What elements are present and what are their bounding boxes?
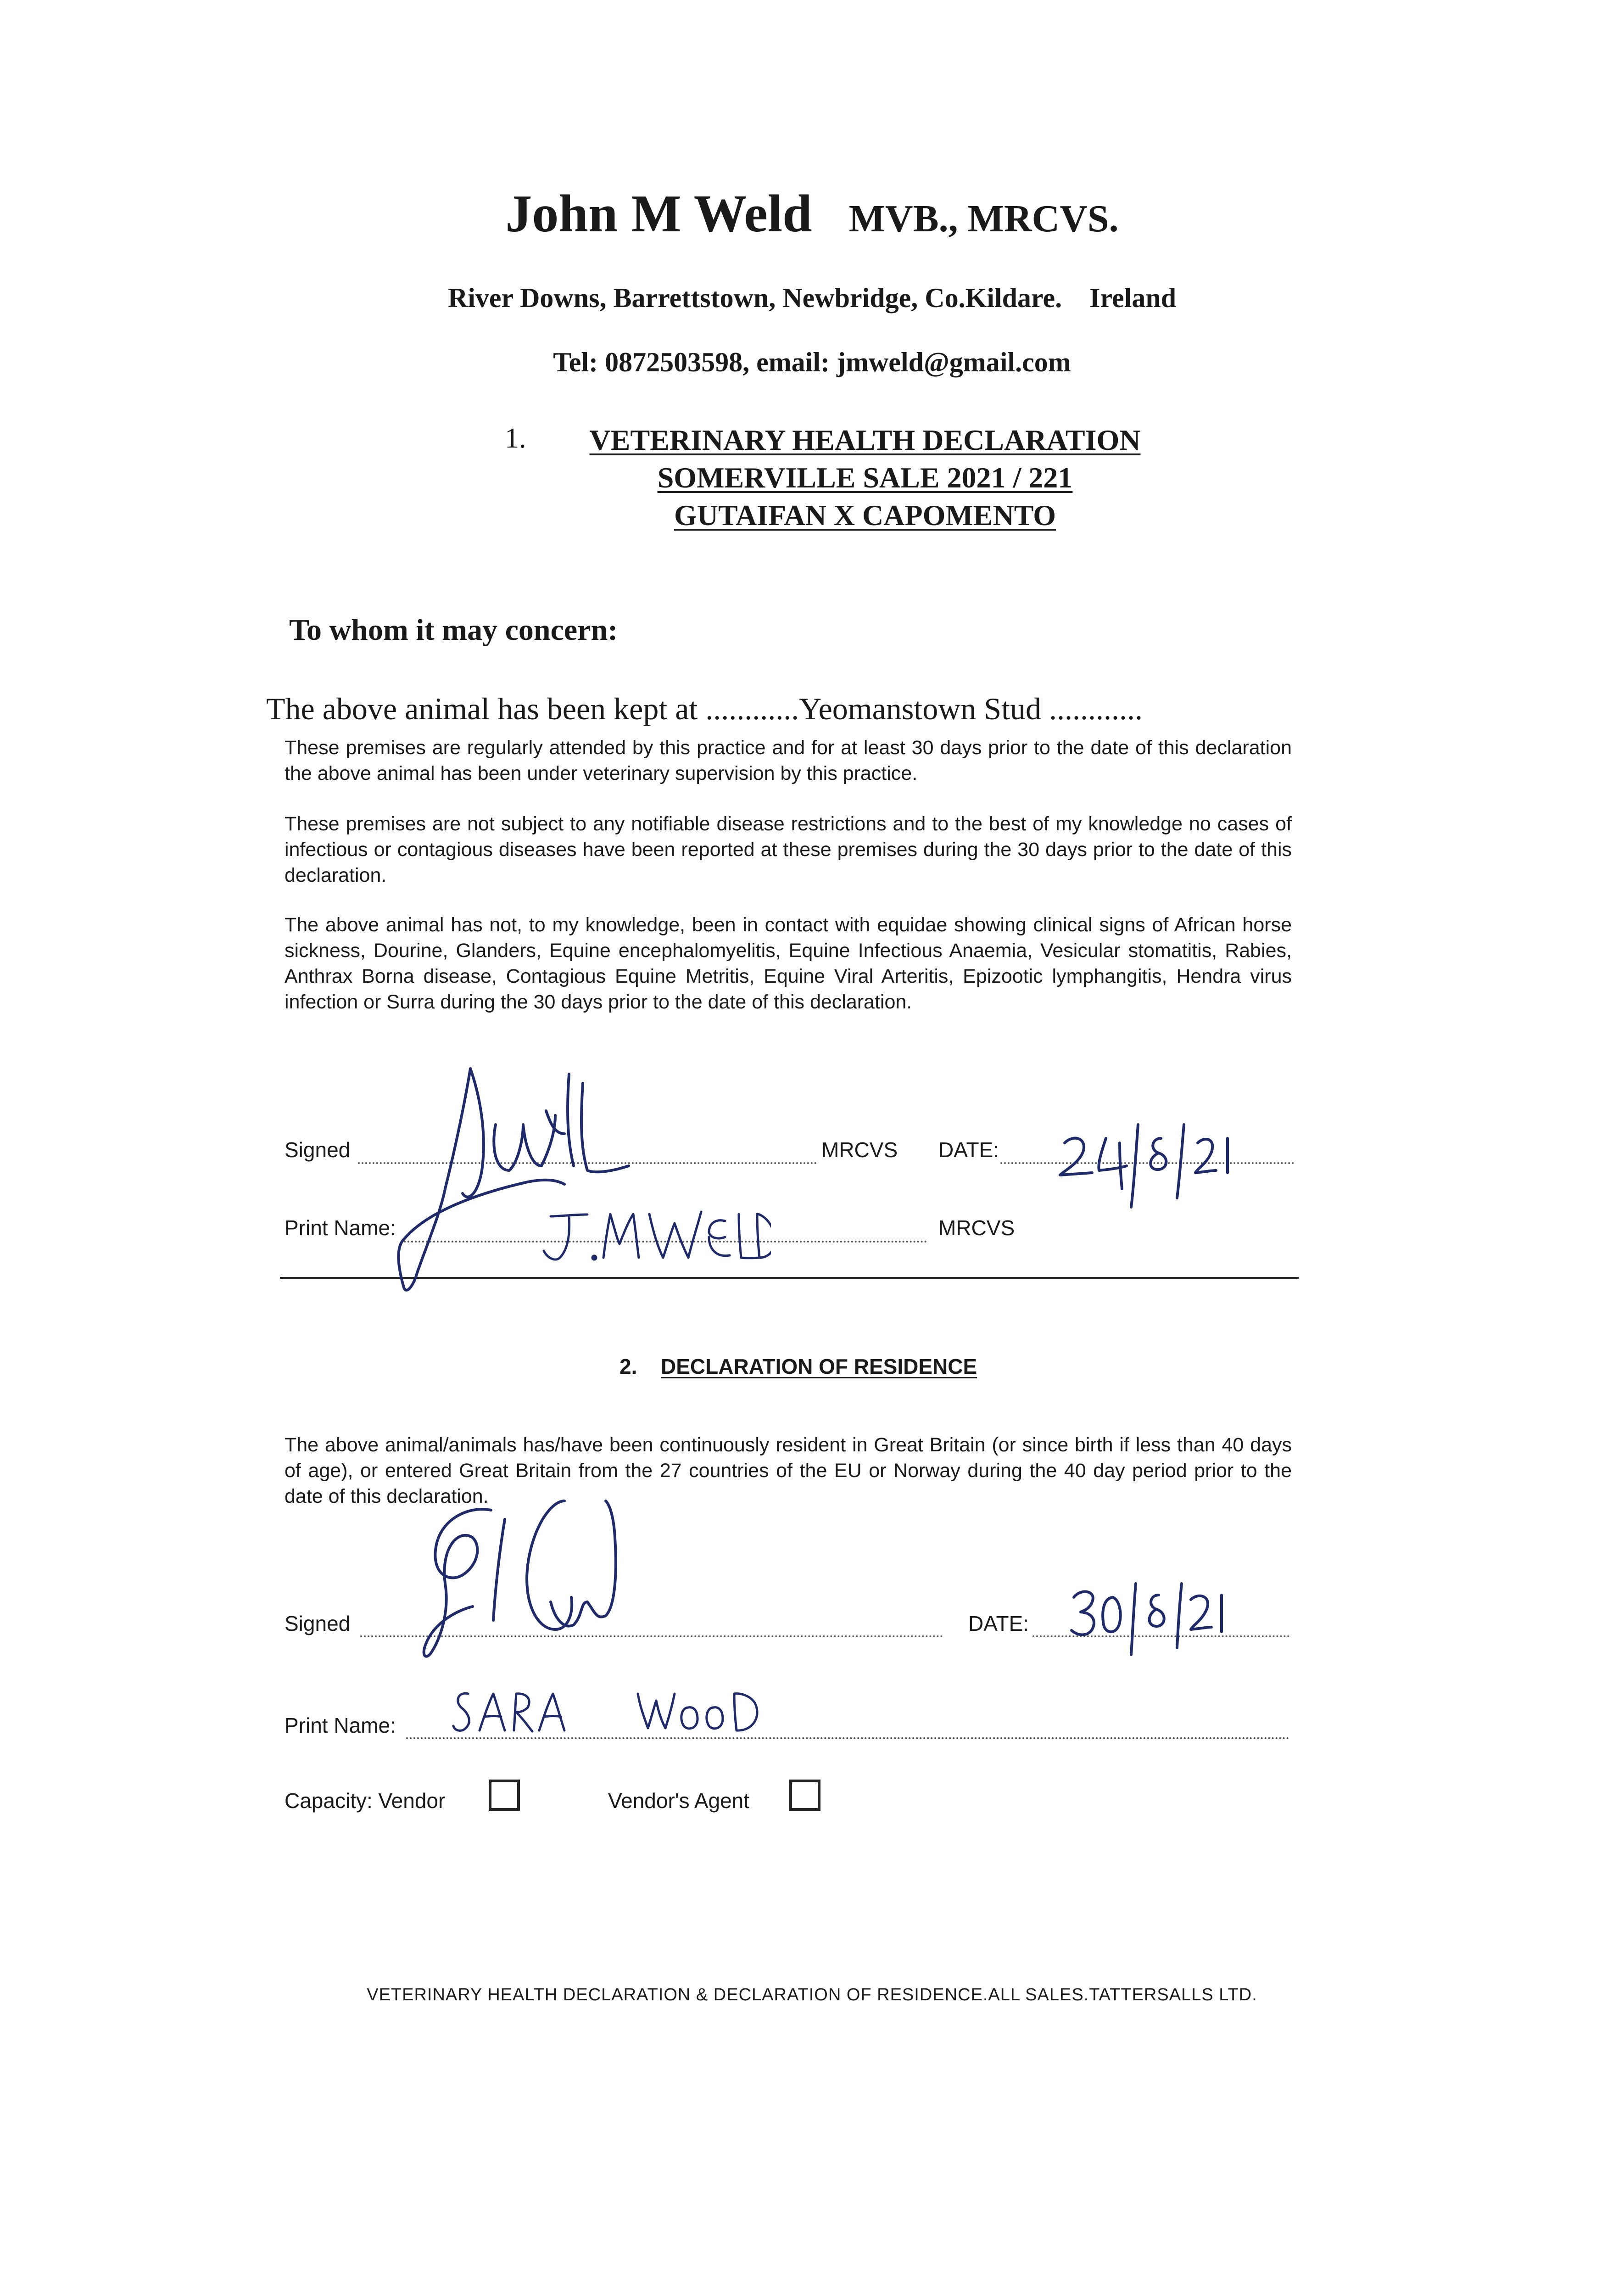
date-label: DATE: [968, 1612, 1029, 1635]
country: Ireland [1089, 283, 1177, 313]
handwritten-date-1 [1046, 1120, 1239, 1212]
contact-line: Tel: 0872503598, email: jmweld@gmail.com [553, 347, 1071, 377]
qualifications: MVB., MRCVS. [848, 197, 1119, 240]
practitioner-name-heading [0, 184, 1624, 245]
section-2-number: 2. [619, 1355, 637, 1378]
date-label: DATE: [938, 1138, 999, 1162]
kept-at-statement: The above animal has been kept at ............Yeomanstown Stud ............ [266, 691, 1143, 726]
section-1-title-line: GUTAIFAN X CAPOMENTO [674, 499, 1056, 532]
footer-text: VETERINARY HEALTH DECLARATION & DECLARATION OF RESIDENCE.ALL SALES.TATTERSALLS LTD. [367, 1985, 1257, 2004]
section-1-title [532, 421, 1198, 534]
salutation: To whom it may concern: [289, 613, 618, 647]
signature-s-wood [413, 1492, 688, 1666]
signed-label: Signed [285, 1138, 351, 1162]
print-name-label: Print Name: [285, 1216, 396, 1240]
section-2-title: DECLARATION OF RESIDENCE [661, 1355, 977, 1378]
print-name-label: Print Name: [285, 1713, 396, 1737]
vendor-checkbox[interactable] [489, 1780, 520, 1811]
handwritten-print-name-sara-wood [450, 1680, 771, 1749]
signature-j-m-weld [358, 1056, 771, 1304]
capacity-vendor-label: Capacity: Vendor [285, 1789, 446, 1813]
section-1-title-line: VETERINARY HEALTH DECLARATION [589, 424, 1141, 456]
practitioner-name: John M Weld [505, 185, 812, 243]
vendors-agent-label: Vendor's Agent [608, 1789, 750, 1813]
declaration-paragraph: The above animal has not, to my knowledge, been in contact with equidae showing clinical signs of African horse sickness, Dourine, Glanders, Equine encephalomyelitis, Equine Infectious Anaemia, Vesicular stomatitis, Rabies, Anthrax Borna disease, Contagious Equine Metritis, Equine Viral Arteritis, Epizootic lymphangitis, Hendra virus infection or Surra during the 30 days prior to the date of this declaration. [285, 914, 1292, 1013]
handwritten-date-2 [1065, 1574, 1230, 1657]
address-line [0, 282, 1624, 314]
section-1-title-line: SOMERVILLE SALE 2021 / 221 [657, 461, 1073, 494]
signed-label: Signed [285, 1612, 351, 1635]
declaration-paragraph: These premises are not subject to any notifiable disease restrictions and to the best of my knowledge no cases of infectious or contagious diseases have been reported at these premises during the 30 days prior to the date of this declaration. [285, 813, 1292, 886]
residence-paragraph: The above animal/animals has/have been continuously resident in Great Britain (or since birth if less than 40 days of age), or entered Great Britain from the 27 countries of the EU or Norway during the 40 day period prior to the date of this declaration. [285, 1434, 1292, 1507]
section-1-number: 1. [505, 423, 526, 454]
mrcvs-label: MRCVS [938, 1216, 1015, 1240]
declaration-paragraph: These premises are regularly attended by this practice and for at least 30 days prior to the date of this declaration the above animal has been under veterinary supervision by this practice. [285, 737, 1292, 784]
mrcvs-label: MRCVS [821, 1138, 898, 1162]
vendors-agent-checkbox[interactable] [789, 1780, 820, 1811]
address: River Downs, Barrettstown, Newbridge, Co.Kildare. [447, 283, 1062, 313]
